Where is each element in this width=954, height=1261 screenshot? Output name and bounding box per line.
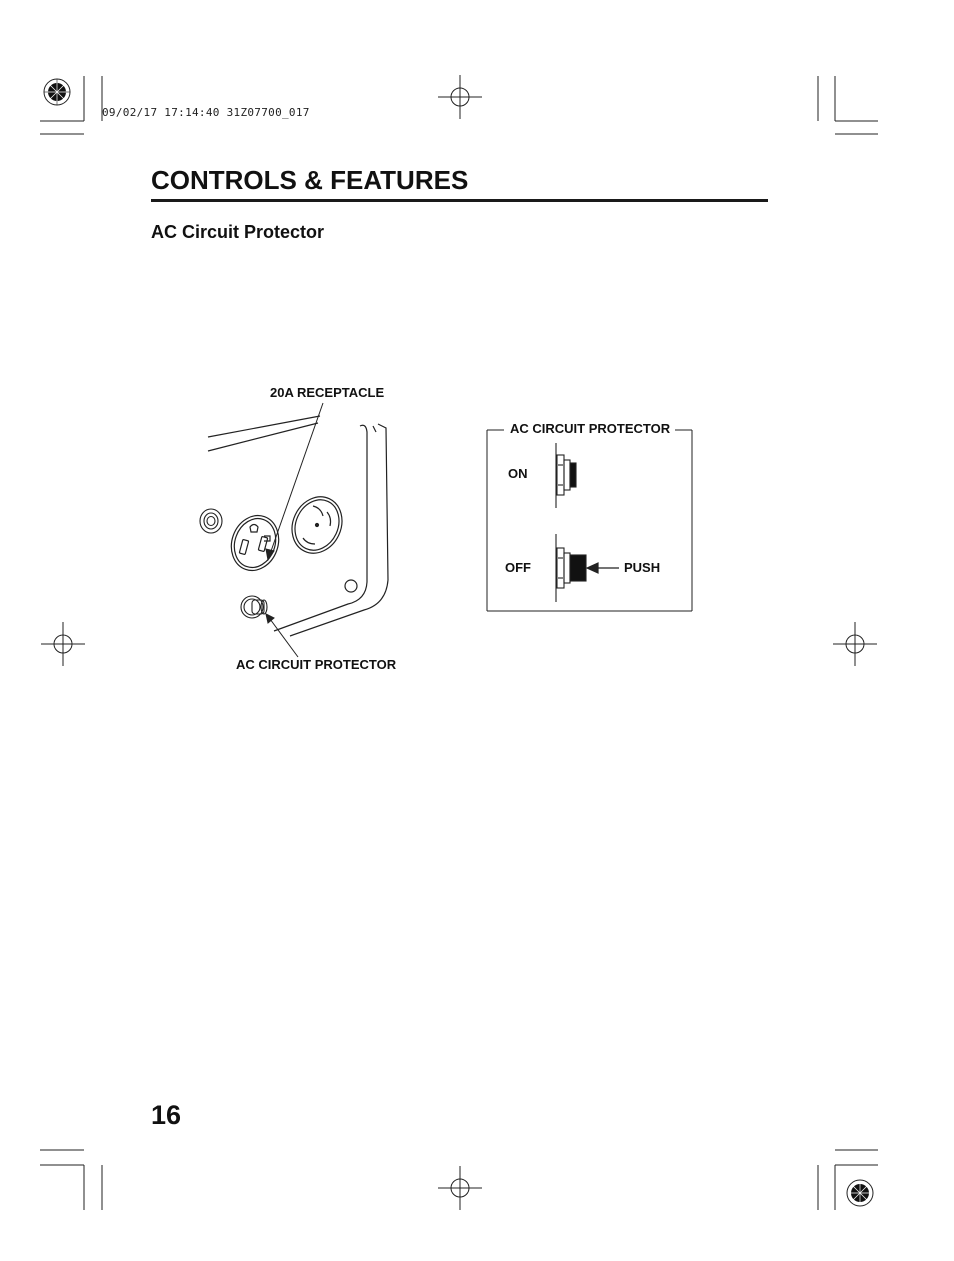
protector-on-icon: [556, 443, 576, 508]
registration-target-top-left: [44, 79, 70, 105]
crop-marks-bottom-left: [40, 1150, 102, 1210]
crosshair-right: [833, 622, 877, 666]
leader-receptacle: [266, 403, 323, 560]
registration-target-bottom-right: [847, 1180, 873, 1206]
off-label: OFF: [505, 560, 531, 575]
receptacle-20a-icon: [224, 509, 286, 577]
push-label: PUSH: [624, 560, 661, 575]
protector-off-icon: [556, 534, 586, 602]
receptacle-label: 20A RECEPTACLE: [270, 385, 385, 400]
circuit-protector-knob-icon: [241, 596, 267, 618]
generator-panel-illustration: [208, 416, 388, 636]
inset-box: [487, 430, 692, 611]
push-arrow-icon: [587, 563, 619, 573]
protector-label: AC CIRCUIT PROTECTOR: [236, 657, 397, 672]
page-title: CONTROLS & FEATURES: [151, 165, 469, 195]
crosshair-left: [41, 622, 85, 666]
indicator-lamp: [200, 509, 222, 533]
crop-marks-top-right: [818, 76, 878, 134]
title-rule: [151, 199, 768, 202]
inset-title: AC CIRCUIT PROTECTOR: [510, 421, 671, 436]
crosshair-top-center: [438, 75, 482, 119]
receptacle-twistlock-icon: [283, 489, 351, 562]
print-stamp: 09/02/17 17:14:40 31Z07700_017: [102, 106, 310, 119]
page-number: 16: [151, 1100, 182, 1130]
crosshair-bottom-center: [438, 1166, 482, 1210]
on-label: ON: [508, 466, 528, 481]
section-title: AC Circuit Protector: [151, 222, 325, 242]
